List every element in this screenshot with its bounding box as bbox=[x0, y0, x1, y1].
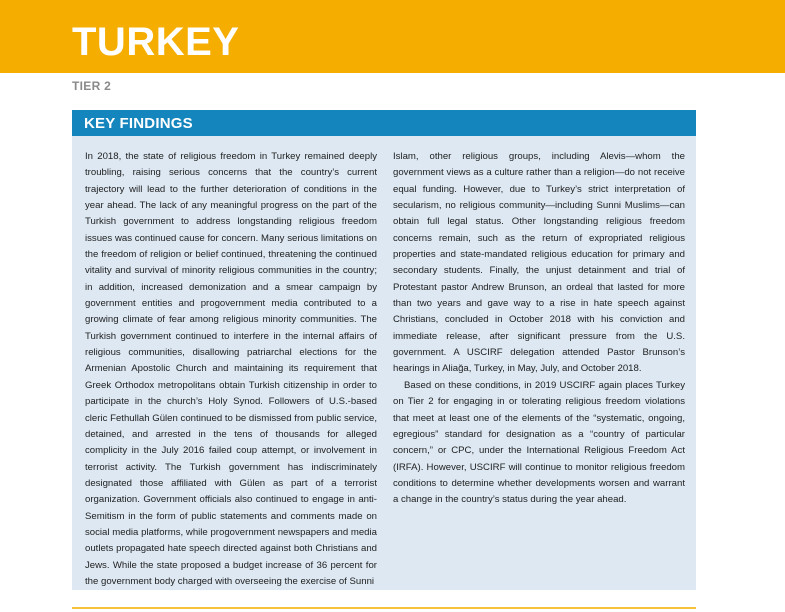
key-findings-box bbox=[72, 110, 696, 590]
findings-paragraph-2: Based on these conditions, in 2019 USCIRF again places Turkey on Tier 2 for engaging in or tolerating religious freedom violations that meet at least one of the elements of the “systematic, ongoing, egregious” standard for designation as a “country of particular concern,” or CPC, under the International Religious Freedom Act (IRFA). However, USCIRF will continue to monitor religious freedom conditions to determine whether developments worsen and warrant a change in the country’s status during the year ahead. bbox=[393, 379, 685, 506]
key-findings-title: KEY FINDINGS bbox=[84, 115, 193, 132]
tier-label: TIER 2 bbox=[72, 79, 112, 93]
text-column-right bbox=[393, 149, 685, 509]
bottom-divider bbox=[72, 607, 696, 609]
country-title: TURKEY bbox=[72, 20, 240, 64]
findings-paragraph-1-continued: Islam, other religious groups, including Alevis—whom the government views as a culture rather than a religion—do not receive equal funding. However, due to Turkey’s strict interpretation of secularism, no religious community—including Sunni Muslims—can obtain full legal status. Other longstanding religious freedom concerns remain, such as the return of expropriated religious properties and state-mandated religious education for primary and secondary students. Finally, the unjust detainment and trial of Protestant pastor Andrew Brunson, an ordeal that lasted for more than two years and gave way to a rise in hate speech against Christians, concluded in October 2018 with his conviction and immediate release, after significant pressure from the U.S. government. A USCIRF delegation attended Pastor Brunson’s hearings in Aliağa, Turkey, in May, July, and October 2018. bbox=[393, 151, 685, 375]
text-column-left bbox=[85, 149, 377, 590]
findings-paragraph-1: In 2018, the state of religious freedom in Turkey remained deeply troubling, raising serious concerns that the country’s current trajectory will lead to the further deterioration of conditions in the year ahead. The lack of any meaningful progress on the part of the Turkish government to address longstanding religious freedom issues was continued cause for concern. Many serious limitations on the freedom of religion or belief continued, threatening the continued vitality and survival of minority religious communities in the country; in addition, increased demonization and a smear campaign by government entities and progovernment media contributed to a growing climate of fear among religious minority communities. The Turkish government continued to interfere in the internal affairs of religious communities, disallowing patriarchal elections for the Armenian Apostolic Church and maintaining its requirement that Greek Orthodox metropolitans obtain Turkish citizenship in order to participate in the church’s Holy Synod. Followers of U.S.-based cleric Fethullah Gülen continued to be dismissed from public service, detained, and arrested in the tens of thousands for alleged complicity in the July 2016 failed coup attempt, or involvement in terrorist activity. The Turkish government has indiscriminately designated those affiliated with Gülen as part of a terrorist organization. Government officials also continued to engage in anti-Semitism in the form of public statements and comments made on social media platforms, while progovernment newspapers and media outlets propagated hate speech directed against both Christians and Jews. While the state proposed a budget increase of 36 percent for the government body charged with overseeing the exercise of Sunni bbox=[85, 151, 377, 587]
key-findings-header bbox=[72, 110, 696, 136]
